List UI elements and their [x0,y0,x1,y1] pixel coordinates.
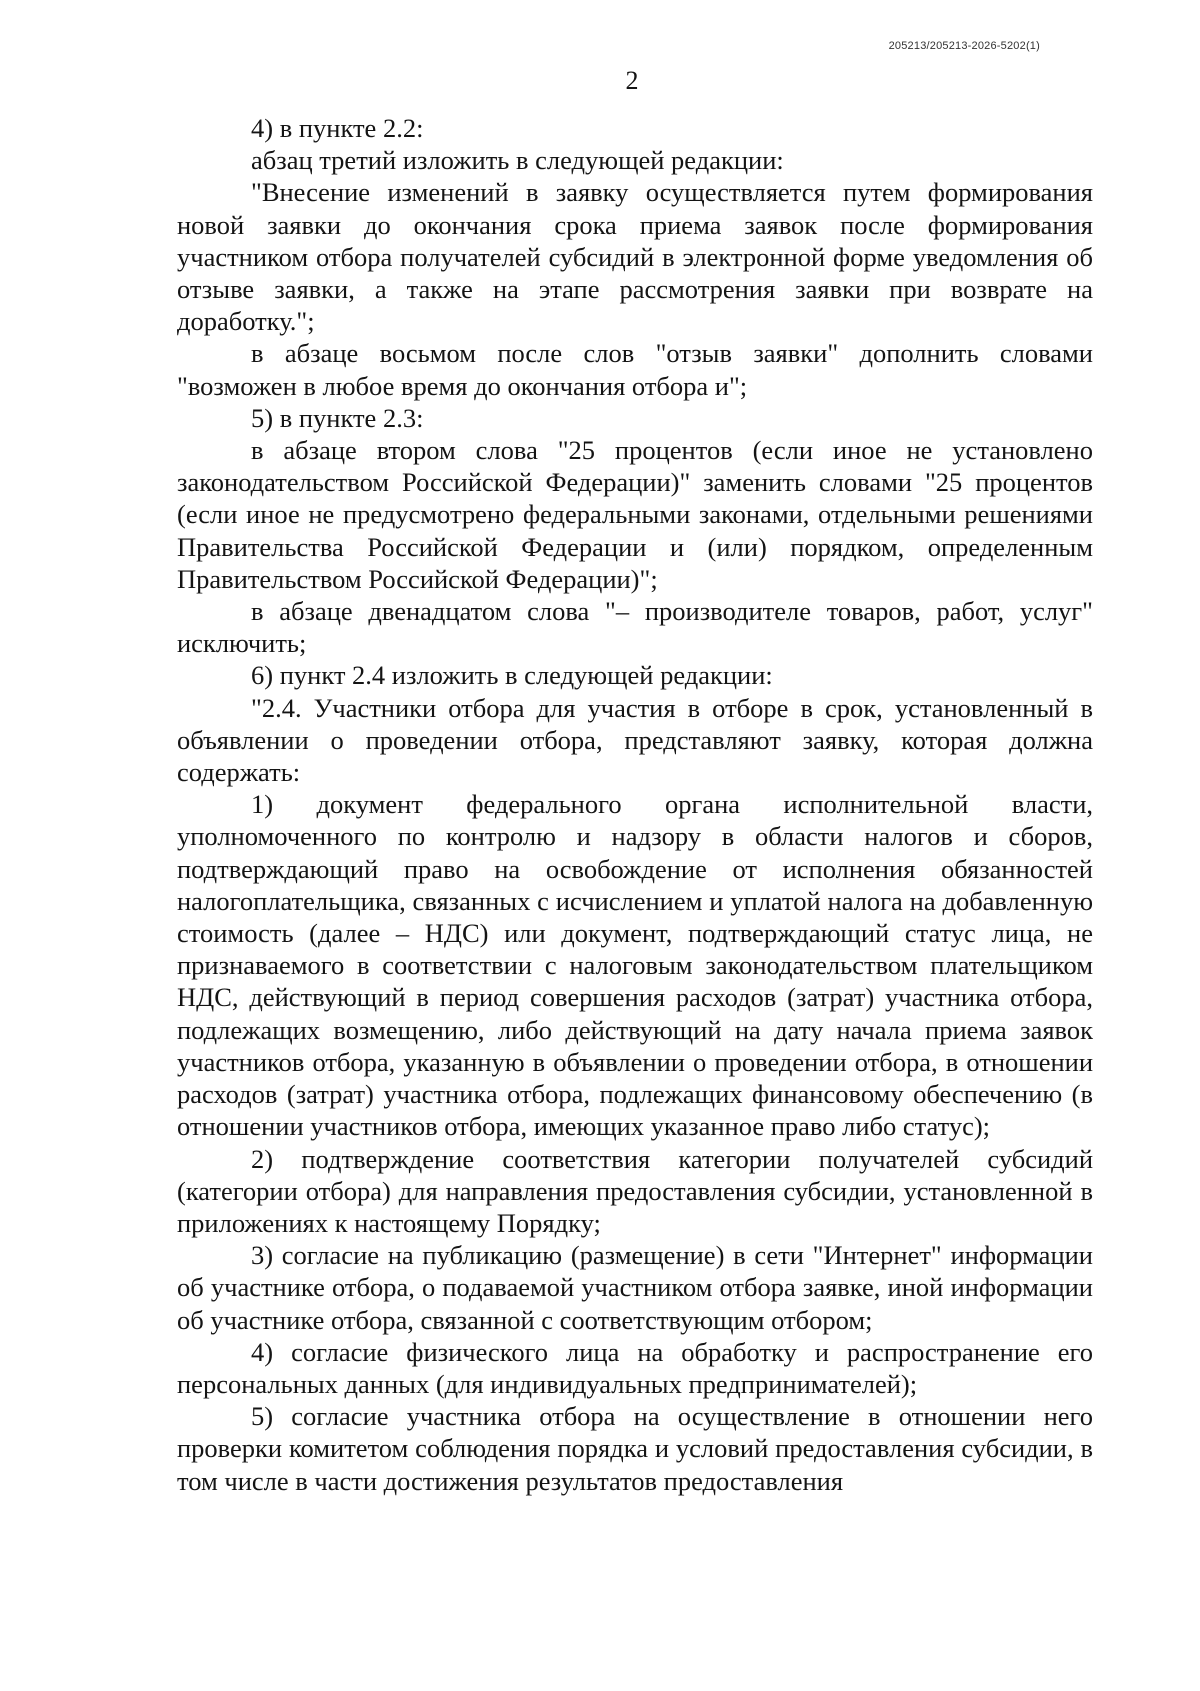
document-body [177,112,1093,1497]
paragraph: в абзаце втором слова "25 процентов (если иное не установлено законодательством Российской Федерации)" заменить словами "25 процентов (если иное не предусмотрено федеральными законами, отдельными решениями Правительства Российской Федерации и (или) порядком, определенным Правительством Российской Федерации)"; [177,435,1093,594]
paragraph: абзац третий изложить в следующей редакции: [251,145,784,176]
paragraph: 6) пункт 2.4 изложить в следующей редакции: [251,660,773,691]
page-number: 2 [625,66,639,95]
document-id: 205213/205213-2026-5202(1) [888,40,1040,52]
paragraph: в абзаце двенадцатом слова "– производителе товаров, работ, услуг" исключить; [177,596,1093,659]
paragraph: 2) подтверждение соответствия категории получателей субсидий (категории отбора) для направления предоставления субсидии, установленной в приложениях к настоящему Порядку; [177,1143,1093,1238]
paragraph: "2.4. Участники отбора для участия в отборе в срок, установленный в объявлении о проведении отбора, представляют заявку, которая должна содержать: [177,692,1093,788]
paragraph: 5) согласие участника отбора на осуществление в отношении него проверки комитетом соблюдения порядка и условий предоставления субсидии, в том числе в части достижения результатов предоставления [177,1401,1093,1496]
paragraph: 4) согласие физического лица на обработку и распространение его персональных данных (для индивидуальных предпринимателей); [177,1336,1093,1399]
paragraph: 5) в пункте 2.3: [251,402,424,433]
paragraph: в абзаце восьмом после слов "отзыв заявки" дополнить словами "возможен в любое время до окончания отбора и"; [177,338,1093,401]
paragraph: "Внесение изменений в заявку осуществляется путем формирования новой заявки до окончания срока приема заявок после формирования участником отбора получателей субсидий в электронной форме уведомления об отзыве заявки, а также на этапе рассмотрения заявки при возврате на доработку."; [177,177,1093,337]
paragraph: 4) в пункте 2.2: [251,113,424,143]
paragraph: 1) документ федерального органа исполнительной власти, уполномоченного по контролю и надзору в области налогов и сборов, подтверждающий право на освобождение от исполнения обязанностей налогоплательщика, связанных с исчислением и уплатой налога на добавленную стоимость (далее – НДС) или документ, подтверждающий статус лица, не признаваемого в соответствии с налоговым законодательством плательщиком НДС, действующий в период совершения расходов (затрат) участника отбора, подлежащих возмещению, либо действующий на дату начала приема заявок участников отбора, указанную в объявлении о проведении отбора, в отношении расходов (затрат) участника отбора, подлежащих финансовому обеспечению (в отношении участников отбора, имеющих указанное право либо статус); [177,789,1093,1142]
paragraph: 3) согласие на публикацию (размещение) в сети "Интернет" информации об участнике отбора, о подаваемой участником отбора заявке, иной информации об участнике отбора, связанной с соответствующим отбором; [177,1240,1093,1335]
